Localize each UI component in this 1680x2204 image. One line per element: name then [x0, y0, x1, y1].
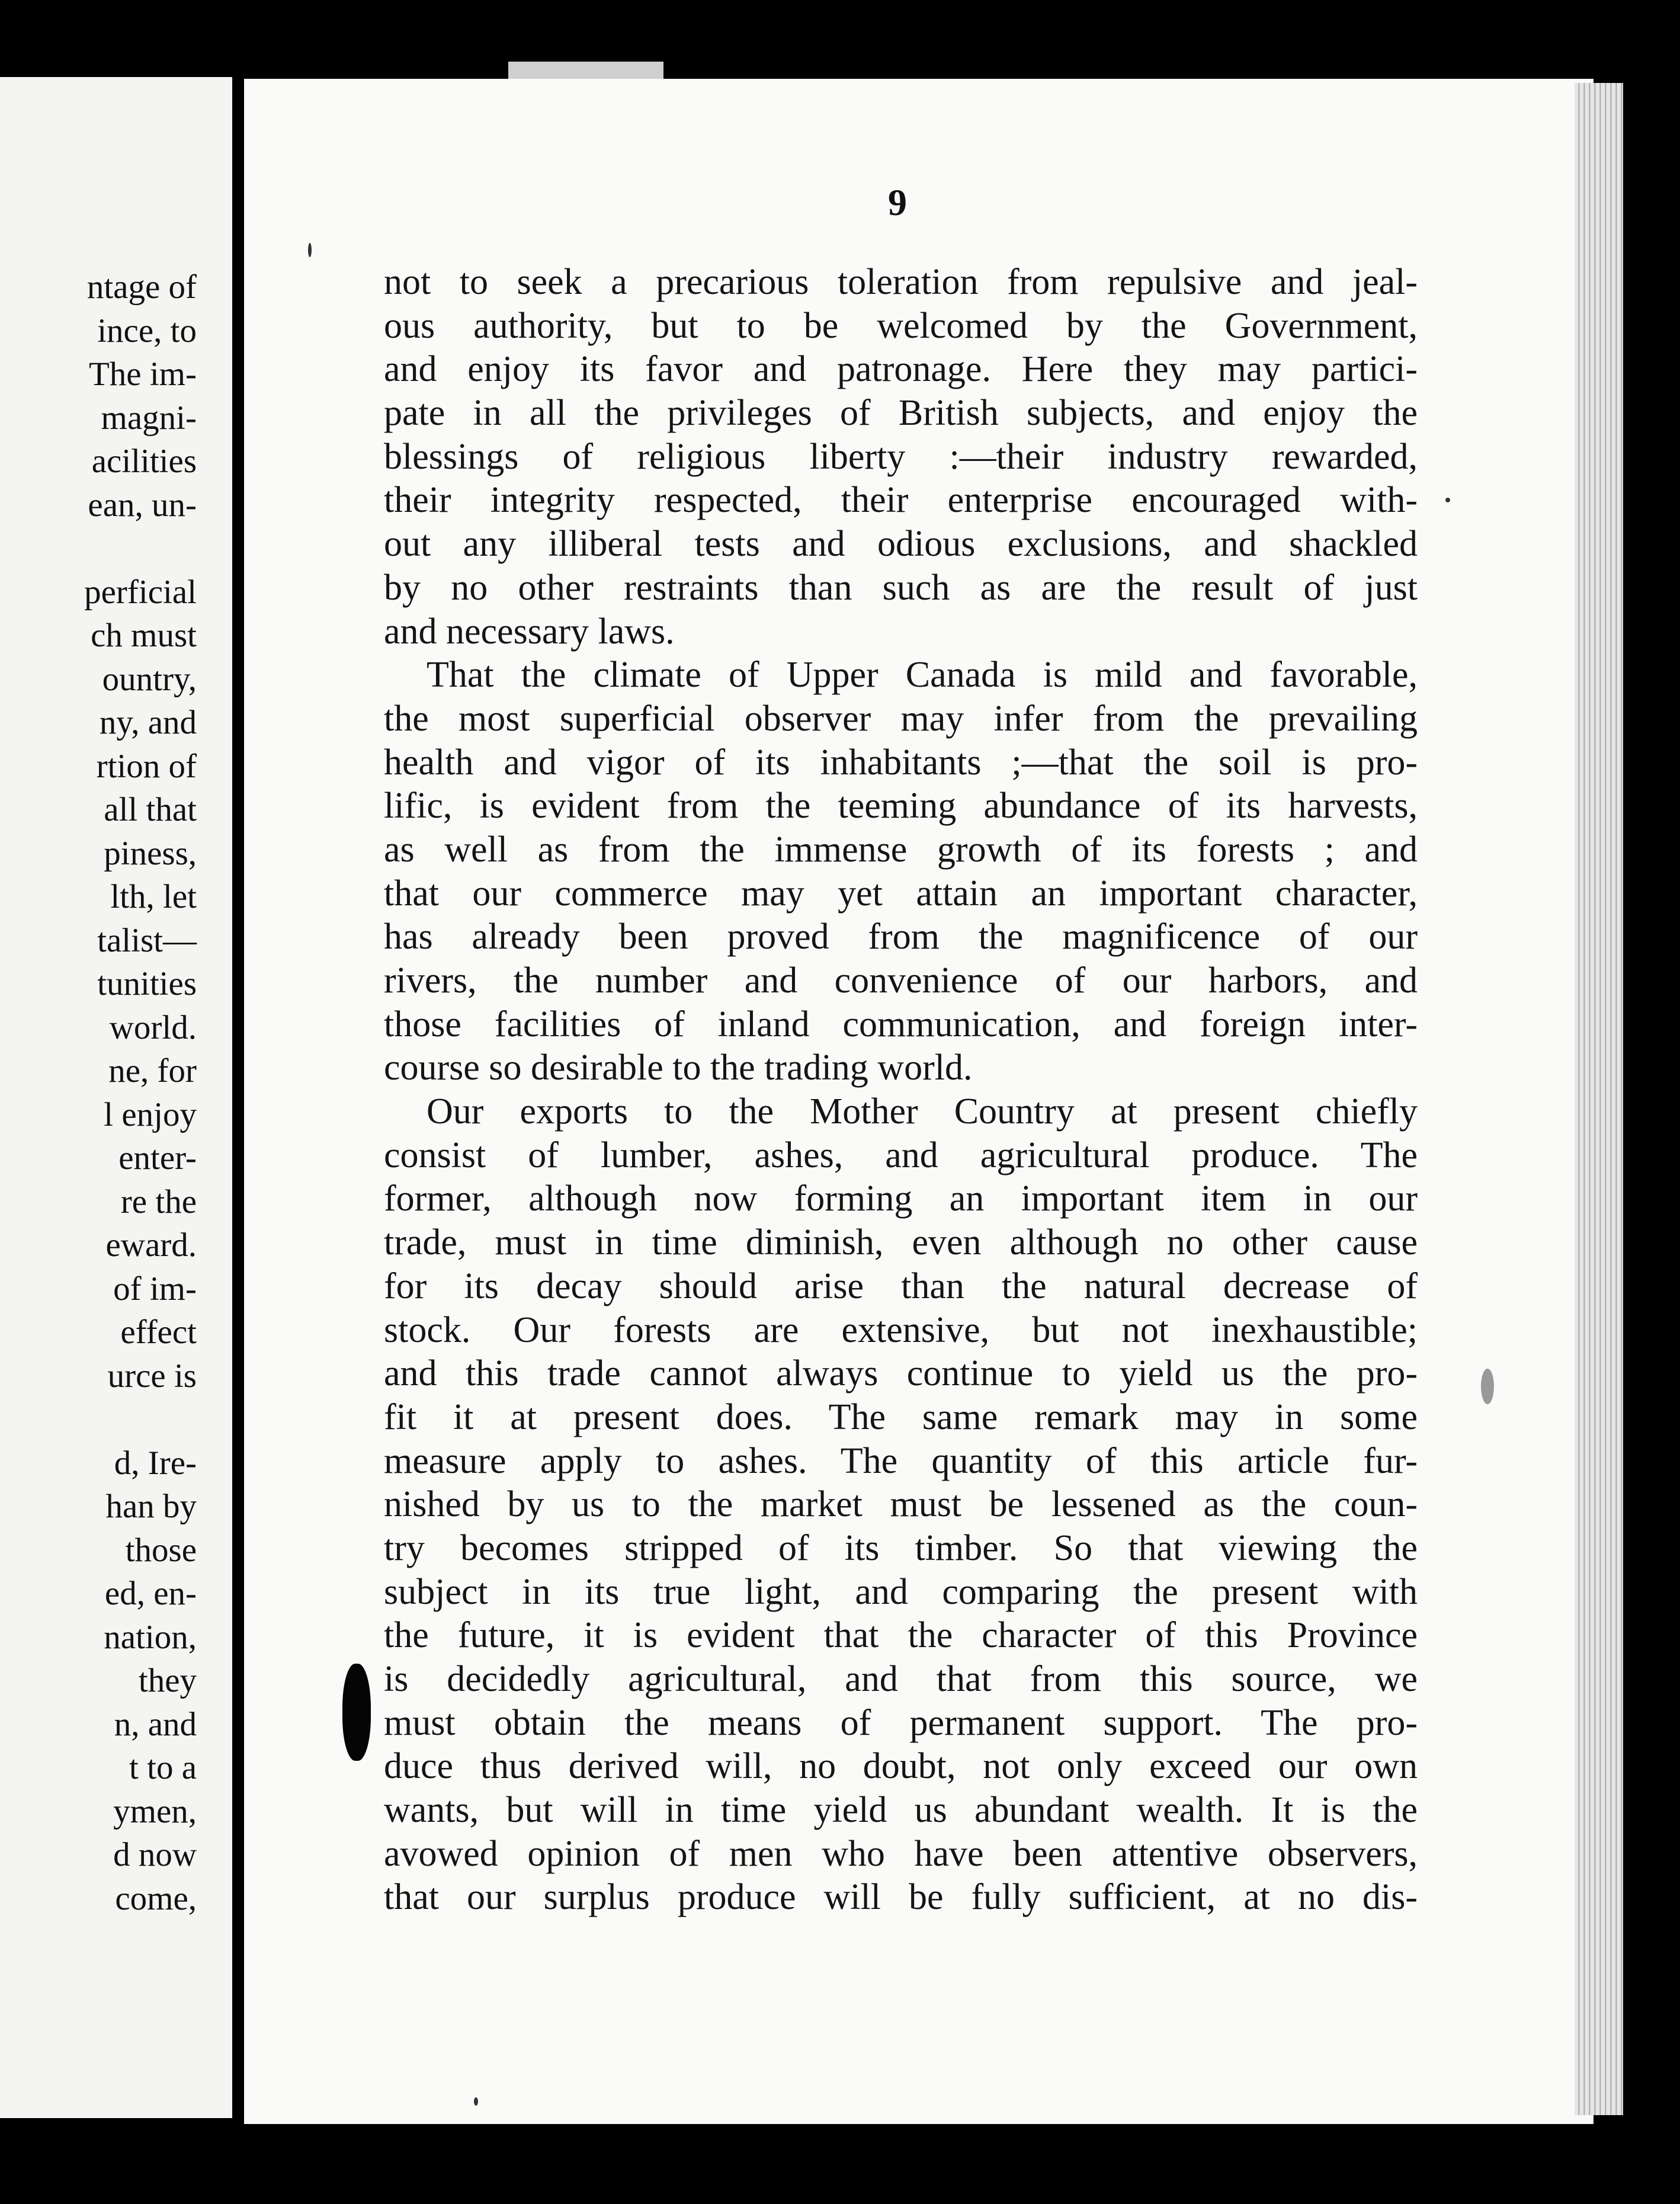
text-line: ous authority, but to be welcomed by the Government,: [384, 305, 1418, 346]
previous-page-line: piness,: [104, 834, 197, 872]
page-body-text: [384, 261, 1418, 1920]
text-line: and necessary laws.: [384, 611, 675, 652]
previous-page-line: The im-: [88, 355, 197, 393]
text-line: wants, but will in time yield us abundant wealth. It is the: [384, 1790, 1418, 1831]
text-line: That the climate of Upper Canada is mild and favorable,: [427, 655, 1418, 696]
text-line: avowed opinion of men who have been attentive observers,: [384, 1833, 1418, 1874]
ink-blot: [342, 1664, 371, 1761]
text-line: has already been proved from the magnificence of our: [384, 917, 1418, 957]
previous-page-line: those: [125, 1531, 197, 1569]
previous-page-line: ch must: [91, 617, 197, 654]
previous-page-line: of im-: [113, 1270, 197, 1308]
text-line: measure apply to ashes. The quantity of this article fur-: [384, 1440, 1418, 1481]
text-line: subject in its true light, and comparing the present with: [384, 1571, 1418, 1612]
previous-page-line: re the: [120, 1183, 197, 1220]
previous-page-fragment: [0, 77, 232, 2118]
text-line: not to seek a precarious toleration from repulsive and jeal-: [384, 262, 1418, 302]
text-line: blessings of religious liberty :—their industry rewarded,: [384, 436, 1418, 477]
page-number: 9: [888, 181, 907, 223]
text-line: former, although now forming an important item in our: [384, 1178, 1418, 1219]
previous-page-line: nation,: [104, 1618, 197, 1656]
text-line: the most superficial observer may infer from the prevailing: [384, 698, 1418, 739]
previous-page-line: ntage of: [86, 268, 197, 306]
text-line: as well as from the immense growth of its forests ; and: [384, 829, 1418, 870]
previous-page-line: eward.: [105, 1226, 197, 1264]
text-line: duce thus derived will, no doubt, not only exceed our own: [384, 1746, 1418, 1787]
previous-page-line: n, and: [114, 1705, 197, 1743]
previous-page-line: ountry,: [102, 660, 197, 698]
text-line: that our commerce may yet attain an important character,: [384, 873, 1418, 914]
previous-page-line: effect: [120, 1314, 197, 1351]
text-line: for its decay should arise than the natural decrease of: [384, 1266, 1418, 1306]
previous-page-line: han by: [105, 1488, 197, 1525]
text-line: lific, is evident from the teeming abundance of its harvests,: [384, 786, 1418, 827]
previous-page-line: ean, un-: [88, 486, 197, 524]
previous-page-line: all that: [104, 791, 197, 828]
previous-page-line: [0, 1398, 197, 1441]
page-edges: [1575, 83, 1623, 2115]
previous-page-line: ince, to: [97, 312, 197, 350]
previous-page-line: t to a: [129, 1749, 197, 1786]
speck: [1445, 498, 1450, 502]
speck: [308, 243, 312, 257]
speck: [474, 2097, 478, 2106]
text-line: health and vigor of its inhabitants ;—that the soil is pro-: [384, 742, 1418, 783]
previous-page-line: perficial: [84, 573, 197, 611]
text-line: consist of lumber, ashes, and agricultural produce. The: [384, 1135, 1418, 1175]
previous-page-line: magni-: [101, 399, 197, 437]
previous-page-line: tunities: [97, 965, 197, 1002]
text-line: pate in all the privileges of British subjects, and enjoy the: [384, 393, 1418, 434]
text-line: the future, it is evident that the character of this Province: [384, 1615, 1418, 1656]
previous-page-line: ne, for: [108, 1052, 197, 1090]
previous-page-line: urce is: [107, 1357, 197, 1395]
text-line: and this trade cannot always continue to yield us the pro-: [384, 1353, 1418, 1394]
previous-page-line: acilities: [91, 443, 197, 480]
previous-page-line: lth, let: [110, 878, 197, 915]
speck: [1481, 1369, 1494, 1404]
text-line: nished by us to the market must be lessened as the coun-: [384, 1484, 1418, 1525]
previous-page-line: enter-: [118, 1139, 197, 1177]
text-line: and enjoy its favor and patronage. Here they may partici-: [384, 349, 1418, 390]
text-line: out any illiberal tests and odious exclusions, and shackled: [384, 524, 1418, 565]
previous-page-line: ed, en-: [104, 1575, 197, 1612]
previous-page-line: ny, and: [99, 704, 197, 741]
text-line: fit it at present does. The same remark may in some: [384, 1396, 1418, 1437]
previous-page-line: world.: [109, 1008, 197, 1046]
text-line: is decidedly agricultural, and that from this source, we: [384, 1659, 1418, 1699]
text-line: by no other restraints than such as are the result of just: [384, 567, 1418, 608]
text-line: rivers, the number and convenience of our harbors, and: [384, 960, 1418, 1001]
previous-page-line: they: [138, 1662, 197, 1699]
previous-page-line: rtion of: [96, 747, 197, 785]
previous-page-line: [0, 527, 197, 571]
text-line: trade, must in time diminish, even although no other cause: [384, 1222, 1418, 1263]
previous-page-line: d, Ire-: [114, 1444, 197, 1482]
text-line: those facilities of inland communication, and foreign inter-: [384, 1004, 1418, 1045]
previous-page-line: d now: [113, 1836, 197, 1873]
text-line: try becomes stripped of its timber. So that viewing the: [384, 1527, 1418, 1568]
previous-page-line: l enjoy: [104, 1095, 197, 1133]
text-line: that our surplus produce will be fully sufficient, at no dis-: [384, 1877, 1418, 1918]
previous-page-line: come,: [115, 1879, 197, 1917]
previous-page-line: talist—: [97, 921, 197, 959]
previous-page-line: ymen,: [113, 1792, 197, 1830]
previous-page-text: [0, 265, 197, 1920]
text-line: must obtain the means of permanent support. The pro-: [384, 1702, 1418, 1743]
text-line: course so desirable to the trading world.: [384, 1047, 973, 1088]
text-line: stock. Our forests are extensive, but not inexhaustible;: [384, 1309, 1418, 1350]
text-line: their integrity respected, their enterprise encouraged with-: [384, 480, 1418, 521]
text-line: Our exports to the Mother Country at present chiefly: [427, 1091, 1418, 1132]
